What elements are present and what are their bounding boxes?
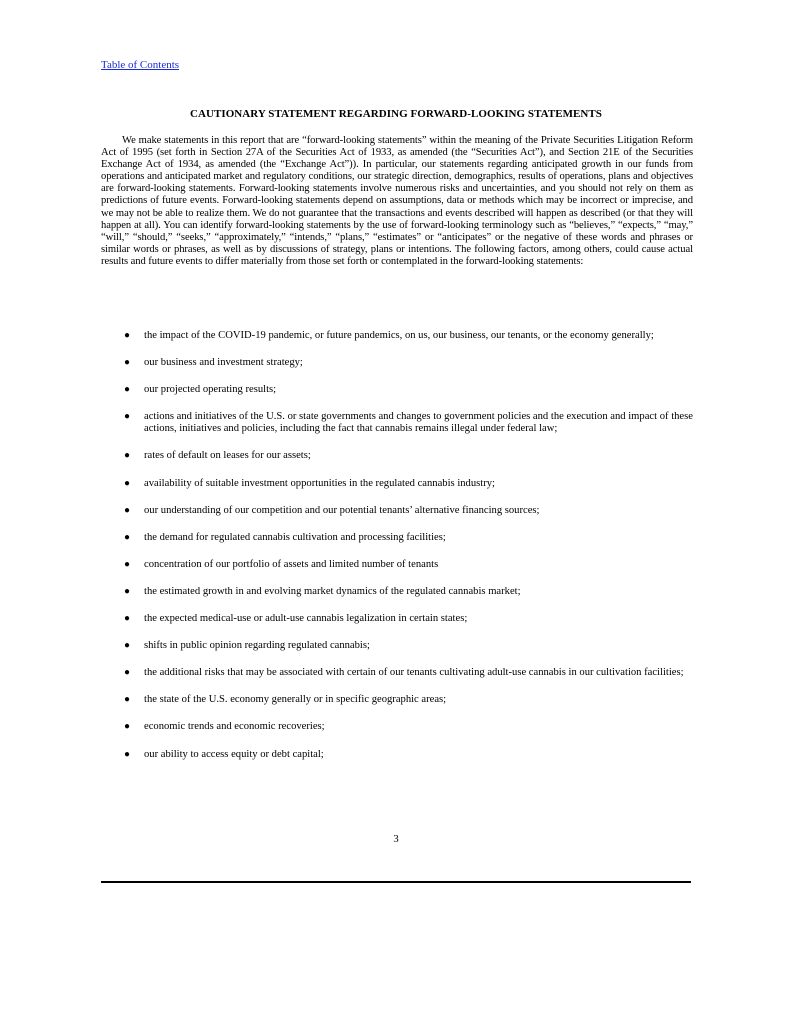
list-item: [101, 478, 693, 490]
list-item: [101, 749, 693, 761]
bullet-icon: ●: [124, 694, 131, 706]
list-item-text: rates of default on leases for our assets;: [144, 450, 311, 462]
list-item: [101, 505, 693, 517]
list-item-text: our ability to access equity or debt capital;: [144, 748, 324, 760]
list-item-text: economic trends and economic recoveries;: [144, 721, 325, 733]
bullet-icon: ●: [124, 531, 131, 543]
intro-paragraph: We make statements in this report that are “forward-looking statements” within the meaning of the Private Securities Litigation Reform Act of 1995 (set forth in Section 27A of the Securities Act of 1933, as amended (the “Securities Act”), and Section 21E of the Securities Exchange Act of 1934, as amended (the “Exchange Act”)). In particular, our statements regarding anticipated growth in our funds from operations and anticipated market and regulatory conditions, our strategic direction, demographics, results of operations, plans and objectives are forward-looking statements. Forward-looking statements involve numerous risks and uncertainties, and you should not rely on them as predictions of future events. Forward-looking statements depend on assumptions, data or methods which may be incorrect or imprecise, and we may not be able to realize them. We do not guarantee that the transactions and events described will happen as described (or that they will happen at all). You can identify forward-looking statements by the use of forward-looking terminology such as “believes,” “expects,” “may,” “will,” “should,” “seeks,” “approximately,” “intends,” “plans,” “estimates” or “anticipates” or the negative of these words and phrases or similar words or phrases, as well as by discussions of strategy, plans or intentions. The following factors, among others, could cause actual results and future events to differ materially from those set forth or contemplated in the forward-looking statements:: [101, 135, 693, 267]
risk-factor-list: [101, 330, 693, 776]
list-item: [101, 694, 693, 706]
list-item-text: actions and initiatives of the U.S. or state governments and changes to government policies and the execution and impact of these actions, initiatives and policies, including the fact that cannabis remains illegal under federal law;: [144, 411, 693, 435]
list-item: [101, 330, 693, 342]
bullet-icon: ●: [124, 585, 131, 597]
bullet-icon: ●: [124, 504, 131, 516]
list-item: [101, 721, 693, 733]
list-item-text: the demand for regulated cannabis cultivation and processing facilities;: [144, 531, 446, 543]
list-item: [101, 357, 693, 369]
table-of-contents-link[interactable]: Table of Contents: [101, 59, 180, 71]
list-item: [101, 586, 693, 598]
list-item-text: the state of the U.S. economy generally or in specific geographic areas;: [144, 694, 447, 706]
list-item: [101, 532, 693, 544]
list-item: [101, 559, 693, 571]
bullet-icon: ●: [124, 477, 131, 489]
list-item: [101, 640, 693, 652]
list-item-text: our projected operating results;: [144, 384, 277, 396]
bullet-icon: ●: [124, 330, 131, 341]
list-item-text: the impact of the COVID-19 pandemic, or future pandemics, on us, our business, our tenants, or the economy generally;: [144, 330, 654, 341]
list-item-text: concentration of our portfolio of assets and limited number of tenants: [144, 558, 439, 570]
bullet-icon: ●: [124, 411, 131, 423]
page-divider: [101, 881, 691, 883]
list-item-text: shifts in public opinion regarding regulated cannabis;: [144, 640, 370, 652]
list-item-text: our business and investment strategy;: [144, 357, 303, 369]
bullet-icon: ●: [124, 640, 131, 652]
list-item-text: the additional risks that may be associated with certain of our tenants cultivating adult-use cannabis in our cultivation facilities;: [144, 667, 684, 679]
bullet-icon: ●: [124, 613, 131, 625]
bullet-icon: ●: [124, 450, 131, 462]
bullet-icon: ●: [124, 357, 131, 369]
bullet-icon: ●: [124, 748, 131, 760]
bullet-icon: ●: [124, 384, 131, 396]
list-item-text: our understanding of our competition and our potential tenants’ alternative financing sources;: [144, 504, 540, 516]
list-item: [101, 411, 693, 435]
list-item: [101, 667, 693, 679]
list-item-text: the expected medical-use or adult-use cannabis legalization in certain states;: [144, 613, 468, 625]
list-item-text: availability of suitable investment opportunities in the regulated cannabis industry;: [144, 477, 495, 489]
list-item-text: the estimated growth in and evolving market dynamics of the regulated cannabis market;: [144, 585, 521, 597]
page-number: 3: [393, 834, 399, 845]
list-item: [101, 450, 693, 462]
section-heading: CAUTIONARY STATEMENT REGARDING FORWARD-LOOKING STATEMENTS: [190, 108, 602, 120]
bullet-icon: ●: [124, 558, 131, 570]
list-item: [101, 613, 693, 625]
list-item: [101, 384, 693, 396]
bullet-icon: ●: [124, 721, 131, 733]
bullet-icon: ●: [124, 667, 131, 679]
